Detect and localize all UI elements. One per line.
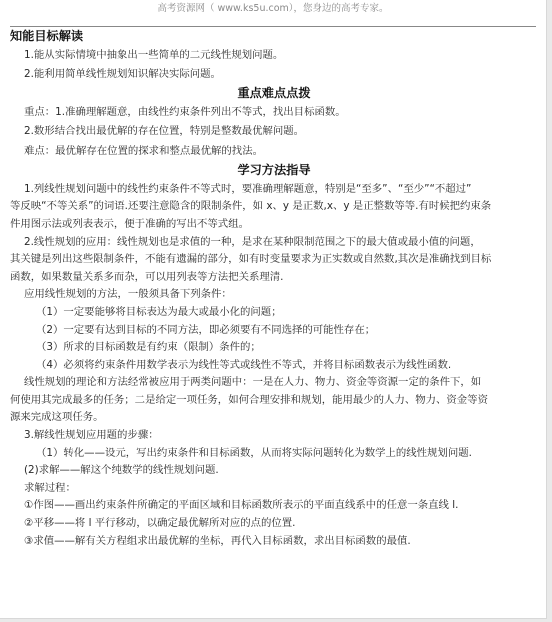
paragraph: 函数，如果数量关系多而杂，可以用列表等方法把关系理清. [10,270,284,283]
page-header: 高考资源网（ www.ks5u.com），您身边的高考专家。 [157,3,389,14]
list-item: （2）一定要有达到目标的不同方法，即必须要有不同选择的可能性存在； [36,323,376,336]
section-title-key-points: 重点难点点拨 [237,86,311,101]
paragraph: 3.解线性规划应用题的步骤： [24,429,159,442]
list-item: (2)求解——解这个纯数学的线性规划问题. [24,464,219,477]
header-divider [10,26,536,27]
document-body [10,29,538,551]
paragraph: 其关键是列出这些限制条件，不能有遗漏的部分，如有时变量要求为正实数或自然数,其次是准确找到目标 [10,253,492,266]
paragraph: 源来完成这项任务。 [10,411,104,424]
paragraph: 2.能利用简单线性规划知识解决实际问题。 [24,68,221,81]
paragraph: 2.线性规划的应用：线性规划也是求值的一种，是求在某种限制范围之下的最大值或最小值的问题， [24,235,481,248]
list-item: （1）转化——设元，写出约束条件和目标函数，从而将实际问题转化为数学上的线性规划问题. [36,446,472,459]
paragraph: 2.数形结合找出最优解的存在位置，特别是整数最优解问题。 [24,125,305,138]
paragraph: 应用线性规划的方法，一般须具备下列条件： [24,288,232,301]
paragraph: 重点：1.准确理解题意，由线性约束条件列出不等式，找出目标函数。 [24,106,346,119]
paragraph: 难点：最优解存在位置的探求和整点最优解的找法。 [24,144,263,157]
section-title-goals: 知能目标解读 [10,29,84,43]
paragraph: 1.能从实际情境中抽象出一些简单的二元线性规划问题。 [24,49,284,62]
list-item: （1）一定要能够将目标表达为最大或最小化的问题； [36,305,282,318]
section-title-methods: 学习方法指导 [237,162,311,177]
paragraph: 线性规划的理论和方法经常被应用于两类问题中：一是在人力、物力、资金等资源一定的条件下，如 [24,376,482,389]
paragraph: 1.列线性规划问题中的线性约束条件不等式时，要准确理解题意，特别是“至多”、“至少”“不超过” [24,182,472,195]
list-item: ③求值——解有关方程组求出最优解的坐标，再代入目标函数，求出目标函数的最值. [24,534,411,547]
paragraph: 件用图示法或列表表示，便于准确的写出不等式组。 [10,217,249,230]
list-item: ②平移——将 l 平行移动，以确定最优解所对应的点的位置. [24,517,296,530]
paragraph: 等反映“不等关系”的词语.还要注意隐含的限制条件，如 x、y 是正数,x、y 是正整数等等.有时候把约束条 [10,200,492,213]
list-item: ①作图——画出约束条件所确定的平面区域和目标函数所表示的平面直线系中的任意一条直线 l. [24,499,459,512]
paragraph: 求解过程： [24,481,76,494]
paragraph: 何使用其完成最多的任务；二是给定一项任务，如何合理安排和规划，能用最少的人力、物力、资金等资 [10,393,488,406]
list-item: （3）所求的目标函数是有约束（限制）条件的； [36,341,261,354]
list-item: （4）必须将约束条件用数学表示为线性等式或线性不等式，并将目标函数表示为线性函数. [36,358,452,371]
